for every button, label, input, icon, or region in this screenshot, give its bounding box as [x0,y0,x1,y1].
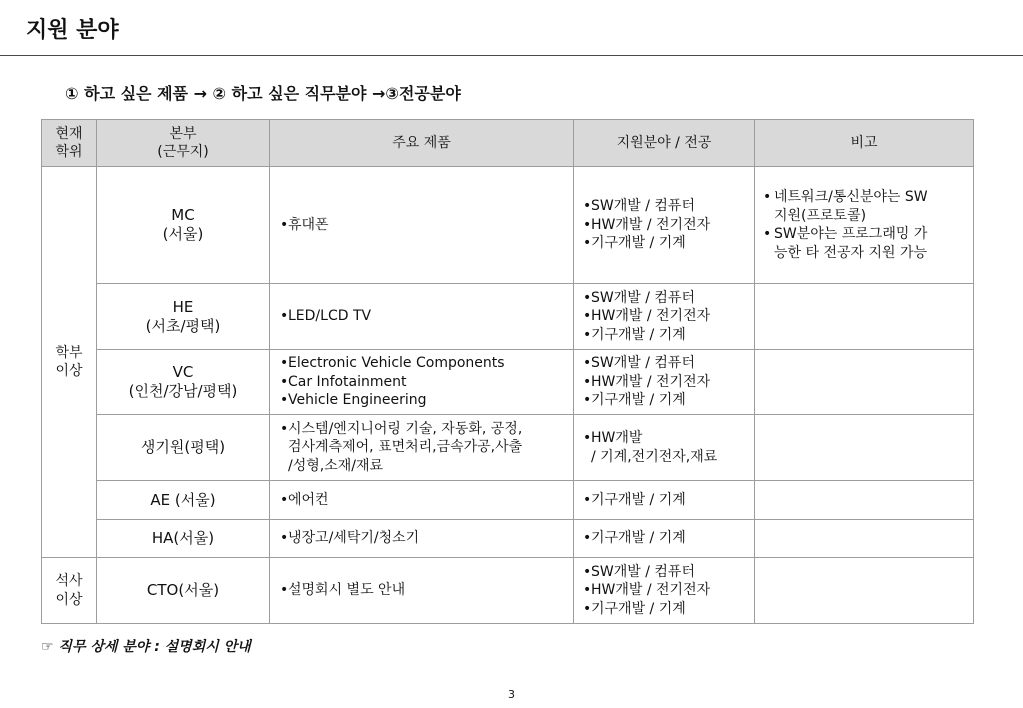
support-cell [574,167,755,284]
support-list [574,563,754,619]
support-item: • HW개발 / 전기전자 [583,581,750,600]
note-item: • 네트워크/통신분야는 SW 지원(프로토콜) [763,188,969,225]
degree-cell-bachelor [42,167,97,558]
products-cell [270,284,574,350]
products-list [270,354,573,410]
header-degree-label: 현재 학위 [55,125,83,160]
support-item: • 기구개발 / 기계 [583,529,750,548]
note-item: • SW분야는 프로그래밍 가 능한 타 전공자 지원 가능 [763,225,969,262]
division-name: 생기원(평택) [140,438,226,456]
page-number: 3 [508,688,515,701]
products-list [270,581,573,600]
division-cell [97,481,270,520]
notes-cell [755,415,974,481]
division-cell [97,167,270,284]
product-item: • Car Infotainment [280,373,569,392]
support-cell [574,481,755,520]
notes-list [755,188,973,262]
slide-title: 지원 분야 [26,18,119,43]
notes-cell [755,350,974,415]
division-name: CTO(서울) [146,581,220,599]
support-item: • SW개발 / 컴퓨터 [583,563,750,582]
support-list [574,354,754,410]
header-division-label: 본부 (근무지) [157,125,209,160]
selection-order-subtitle: ① 하고 싶은 제품 → ② 하고 싶은 직무분야 →③전공분야 [65,84,461,103]
header-division [97,120,270,167]
support-item: • SW개발 / 컴퓨터 [583,197,750,216]
support-item: • HW개발 / 기계,전기전자,재료 [583,429,750,466]
division-name: AE (서울) [150,490,216,509]
support-cell [574,284,755,350]
header-support-label: 지원분야 / 전공 [616,134,712,151]
division-cell [97,520,270,558]
products-list [270,491,573,510]
support-list [574,491,754,510]
support-item: • HW개발 / 전기전자 [583,307,750,326]
products-cell [270,481,574,520]
degree-label: 석사 이상 [55,573,83,608]
support-fields-table [41,119,974,624]
division-cell [97,415,270,481]
product-item: • 휴대폰 [280,216,569,235]
notes-cell [755,284,974,350]
product-item: • 시스템/엔지니어링 기술, 자동화, 공정, 검사계측제어, 표면처리,금속가공,사출 /성형,소재/재료 [280,420,569,476]
products-cell [270,558,574,624]
product-item: • 에어컨 [280,491,569,510]
support-list [574,197,754,253]
products-list [270,420,573,476]
support-item: • SW개발 / 컴퓨터 [583,354,750,373]
support-cell [574,350,755,415]
support-item: • 기구개발 / 기계 [583,391,750,410]
notes-cell [755,481,974,520]
products-cell [270,520,574,558]
products-cell [270,167,574,284]
support-item: • SW개발 / 컴퓨터 [583,289,750,308]
product-item: • 설명회시 별도 안내 [280,581,569,600]
division-name: VC (인천/강남/평택) [128,363,238,400]
support-list [574,289,754,345]
header-support [574,120,755,167]
notes-cell [755,520,974,558]
division-cell [97,350,270,415]
support-item: • HW개발 / 전기전자 [583,216,750,235]
products-list [270,529,573,548]
header-notes [755,120,974,167]
products-list [270,216,573,235]
division-cell [97,558,270,624]
product-item: • Vehicle Engineering [280,391,569,410]
division-name: HE (서초/평택) [145,297,221,335]
notes-cell [755,167,974,284]
header-products [270,120,574,167]
support-cell [574,558,755,624]
support-item: • 기구개발 / 기계 [583,234,750,253]
degree-cell-master [42,558,97,624]
support-item: • HW개발 / 전기전자 [583,373,750,392]
division-name: HA(서울) [151,529,215,547]
support-item: • 기구개발 / 기계 [583,491,750,510]
degree-label: 학부 이상 [55,344,83,379]
products-cell [270,350,574,415]
notes-cell [755,558,974,624]
products-list [270,307,573,326]
product-item: • LED/LCD TV [280,307,569,326]
header-degree [42,120,97,167]
support-cell [574,415,755,481]
product-item: • 냉장고/세탁기/청소기 [280,529,569,548]
support-list [574,429,754,466]
division-name: MC (서울) [162,206,204,243]
division-cell [97,284,270,350]
support-list [574,529,754,548]
support-item: • 기구개발 / 기계 [583,326,750,345]
support-cell [574,520,755,558]
products-cell [270,415,574,481]
header-products-label: 주요 제품 [392,134,451,151]
support-item: • 기구개발 / 기계 [583,600,750,619]
header-notes-label: 비고 [850,134,878,151]
title-divider [0,55,1023,56]
footer-note: ☞ 직무 상세 분야 : 설명회시 안내 [41,639,251,655]
product-item: • Electronic Vehicle Components [280,354,569,373]
